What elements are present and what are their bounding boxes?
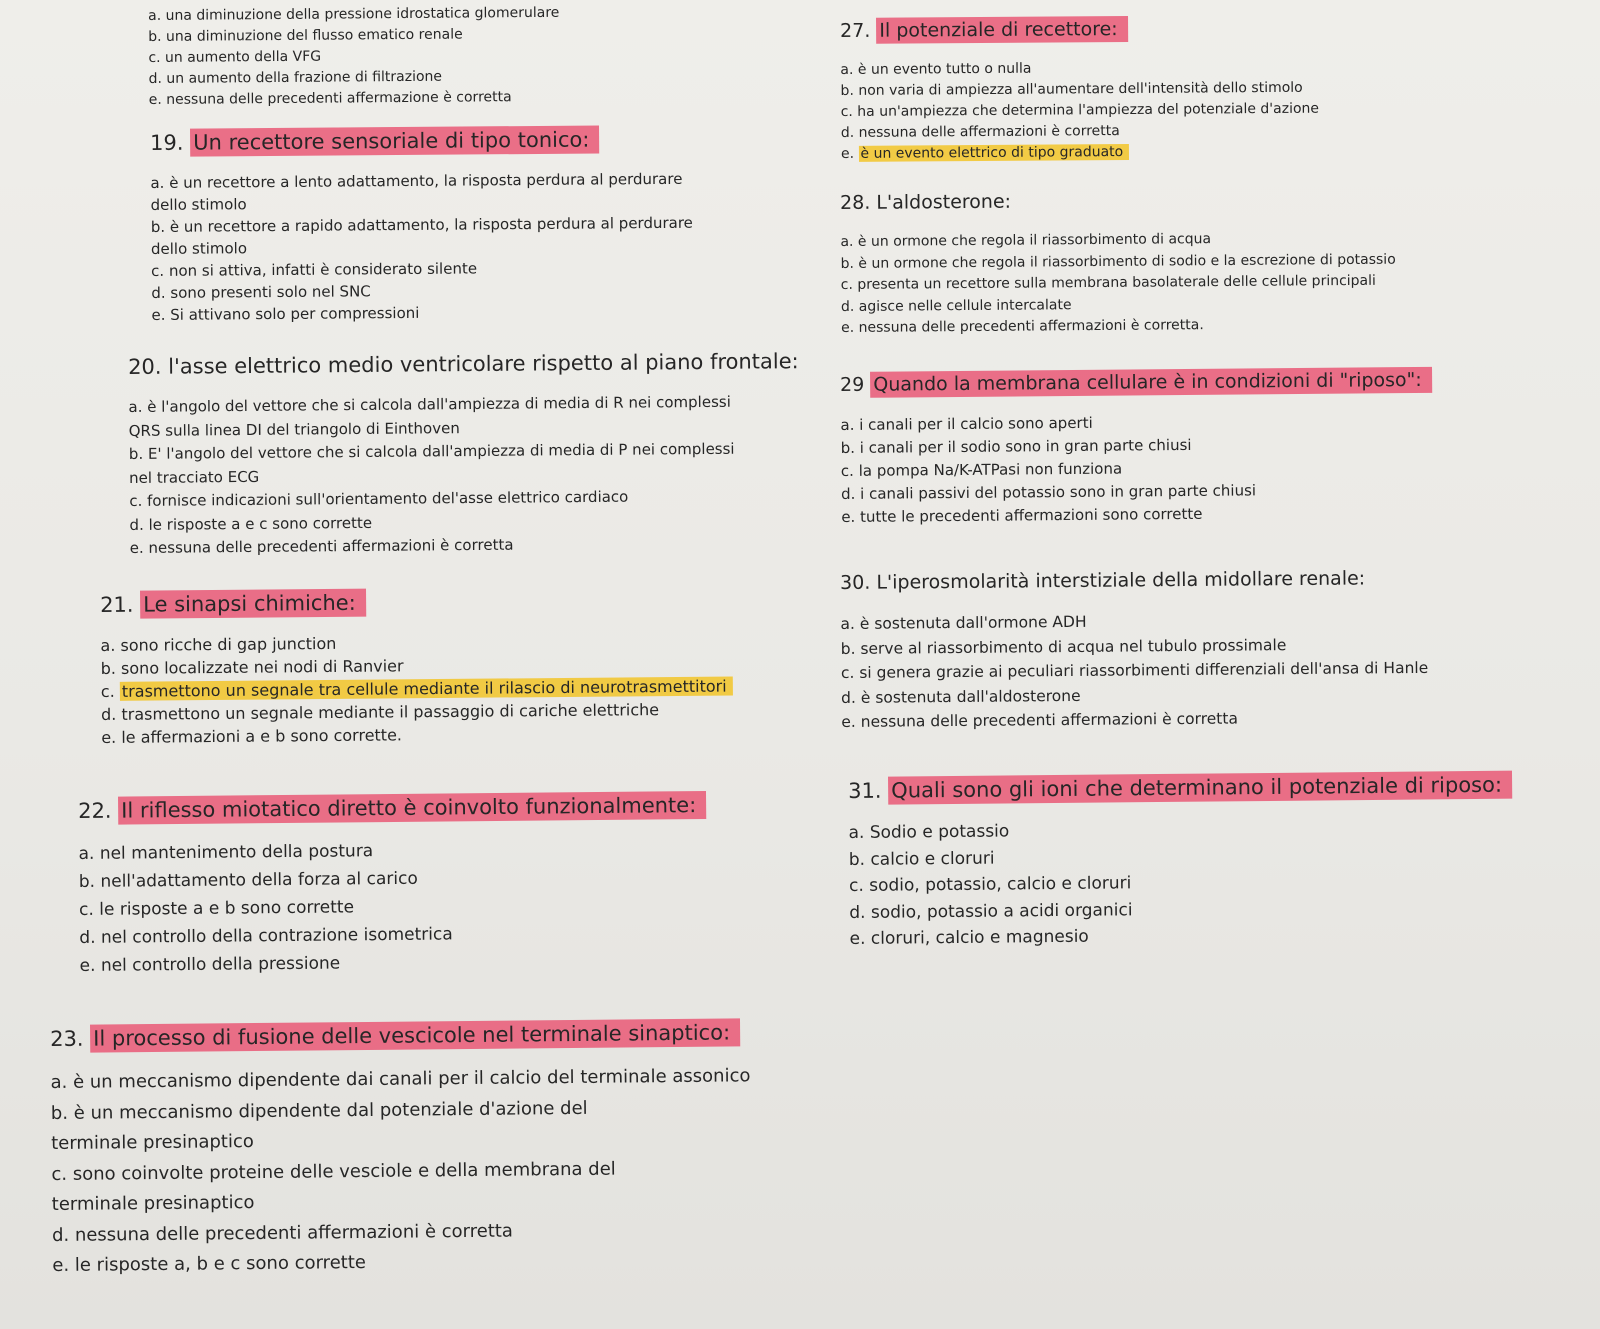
question-title bbox=[128, 346, 805, 382]
question-number: 20. bbox=[128, 354, 162, 379]
highlighted-answer: trasmettono un segnale tra cellule mediante il rilascio di neurotrasmettitori bbox=[120, 676, 733, 700]
highlighted-question-text: Un recettore sensoriale di tipo tonico: bbox=[190, 125, 599, 156]
option-c: c. le risposte a e b sono corrette bbox=[78, 897, 355, 920]
question-text: L'iperosmolarità interstiziale della midollare renale: bbox=[876, 567, 1366, 594]
option-a-cont: dello stimolo bbox=[150, 195, 247, 214]
option-a: a. una diminuzione della pressione idrostatica glomerulare bbox=[148, 4, 560, 24]
option-d: d. nessuna delle affermazioni è corretta bbox=[840, 123, 1120, 141]
option-e: e. nel controllo della pressione bbox=[79, 953, 341, 976]
option-a: a. è un meccanismo dipendente dai canali per il calcio del terminale assonico bbox=[50, 1065, 751, 1093]
option-d: d. trasmettono un segnale mediante il passaggio di cariche elettriche bbox=[101, 700, 660, 724]
question-23 bbox=[50, 1017, 752, 1281]
option-e: e. nessuna delle precedenti affermazioni è corretta bbox=[129, 535, 514, 557]
option-d: d. un aumento della frazione di filtrazione bbox=[148, 68, 443, 87]
option-a: a. è l'angolo del vettore che si calcola dall'ampiezza di media di R nei complessi bbox=[128, 392, 731, 416]
option-b: b. non varia di ampiezza all'aumentare dell'intensità dello stimolo bbox=[840, 79, 1303, 99]
option-e: e. nessuna delle precedenti affermazioni è corretta. bbox=[841, 317, 1204, 336]
option-b: b. sono localizzate nei nodi di Ranvier bbox=[100, 656, 404, 678]
option-a: a. sono ricche di gap junction bbox=[100, 633, 337, 655]
option-b: b. nell'adattamento della forza al carico bbox=[78, 868, 418, 892]
question-number: 29 bbox=[840, 373, 865, 396]
option-e: e. nessuna delle precedenti affermazioni è corretta bbox=[841, 709, 1239, 731]
question-title bbox=[840, 563, 1371, 598]
question-19 bbox=[150, 124, 694, 326]
question-title bbox=[100, 588, 372, 620]
option-c-cont: terminale presinaptico bbox=[51, 1192, 255, 1215]
option-b: b. E' l'angolo del vettore che si calcola dall'ampiezza di media di P nei complessi bbox=[128, 439, 735, 463]
option-e-prefix: e. bbox=[840, 145, 855, 162]
option-d: d. agisce nelle cellule intercalate bbox=[840, 296, 1072, 315]
question-title bbox=[840, 14, 1134, 46]
question-21 bbox=[100, 584, 733, 749]
option-e: e. cloruri, calcio e magnesio bbox=[849, 926, 1089, 949]
question-20 bbox=[128, 346, 806, 560]
option-c: c. non si attiva, infatti è considerato silente bbox=[151, 259, 478, 280]
option-c: c. ha un'ampiezza che determina l'ampiezza del potenziale d'azione bbox=[840, 100, 1320, 120]
option-a: a. i canali per il calcio sono aperti bbox=[840, 413, 1093, 434]
question-title bbox=[848, 770, 1518, 806]
question-number: 31. bbox=[848, 778, 882, 803]
option-b-cont: nel tracciato ECG bbox=[129, 467, 260, 487]
highlighted-question-text: Il processo di fusione delle vescicole nel terminale sinaptico: bbox=[90, 1018, 740, 1052]
question-title bbox=[840, 365, 1438, 400]
question-title bbox=[840, 187, 1017, 218]
option-b: b. è un ormone che regola il riassorbimento di sodio e la escrezione di potassio bbox=[840, 251, 1396, 272]
option-e: e. tutte le precedenti affermazioni sono corrette bbox=[841, 504, 1203, 526]
option-d: d. i canali passivi del potassio sono in gran parte chiusi bbox=[841, 481, 1257, 503]
question-title bbox=[150, 124, 606, 158]
option-a: a. Sodio e potassio bbox=[848, 821, 1010, 843]
option-d: d. nessuna delle precedenti affermazioni è corretta bbox=[51, 1220, 514, 1246]
option-e: e. le affermazioni a e b sono corrette. bbox=[101, 725, 403, 747]
question-number: 21. bbox=[100, 592, 134, 617]
question-30 bbox=[840, 563, 1429, 735]
option-b: b. è un meccanismo dipendente dal potenziale d'azione del bbox=[50, 1097, 588, 1124]
option-c: c. si genera grazie ai peculiari riassorbimenti differenziali dell'ansa di Hanle bbox=[840, 658, 1429, 682]
question-number: 22. bbox=[78, 798, 112, 823]
option-d: d. sono presenti solo nel SNC bbox=[151, 282, 371, 302]
option-b: b. calcio e cloruri bbox=[848, 848, 995, 870]
question-number: 23. bbox=[50, 1026, 84, 1051]
option-d: d. le risposte a e c sono corrette bbox=[129, 513, 373, 534]
highlighted-question-text: Il riflesso miotatico diretto è coinvolto funzionalmente: bbox=[118, 791, 706, 825]
question-number: 30. bbox=[840, 571, 871, 594]
question-text: L'aldosterone: bbox=[876, 190, 1012, 214]
option-d: d. nel controllo della contrazione isometrica bbox=[79, 924, 453, 948]
option-b-cont: terminale presinaptico bbox=[51, 1131, 254, 1154]
highlighted-question-text: Quando la membrana cellulare è in condizioni di "riposo": bbox=[870, 367, 1432, 398]
question-27 bbox=[840, 13, 1319, 165]
highlighted-answer: è un evento elettrico di tipo graduato bbox=[858, 144, 1129, 162]
question-number: 27. bbox=[840, 19, 871, 42]
highlighted-question-text: Il potenziale di recettore: bbox=[876, 16, 1127, 44]
question-text: l'asse elettrico medio ventricolare rispetto al piano frontale: bbox=[168, 349, 799, 379]
option-d: d. è sostenuta dall'aldosterone bbox=[841, 686, 1081, 707]
option-c-prefix: c. bbox=[100, 681, 115, 701]
option-b: b. i canali per il sodio sono in gran parte chiusi bbox=[840, 435, 1192, 457]
option-e: e. le risposte a, b e c sono corrette bbox=[52, 1251, 366, 1276]
option-a: a. nel mantenimento della postura bbox=[78, 841, 374, 864]
question-22 bbox=[78, 790, 714, 980]
option-a: a. è un ormone che regola il riassorbimento di acqua bbox=[840, 231, 1212, 250]
option-c: c. la pompa Na/K-ATPasi non funziona bbox=[840, 459, 1123, 480]
question-29 bbox=[840, 365, 1439, 529]
option-a: a. è un evento tutto o nulla bbox=[840, 60, 1032, 78]
option-c: c. presenta un recettore sulla membrana basolaterale delle cellule principali bbox=[840, 272, 1376, 293]
option-a: a. è un recettore a lento adattamento, la risposta perdura al perdurare bbox=[150, 169, 683, 192]
question-28 bbox=[840, 184, 1396, 340]
question-number: 28. bbox=[840, 191, 871, 214]
option-a-cont: QRS sulla linea DI del triangolo di Einthoven bbox=[128, 418, 460, 440]
question-number: 19. bbox=[150, 130, 184, 155]
option-c: c. sodio, potassio, calcio e cloruri bbox=[848, 873, 1132, 896]
option-b-cont: dello stimolo bbox=[150, 239, 248, 258]
highlighted-question-text: Quali sono gli ioni che determinano il potenziale di riposo: bbox=[888, 771, 1512, 805]
option-c: c. un aumento della VFG bbox=[148, 48, 322, 66]
option-e bbox=[841, 141, 1319, 165]
option-e: e. Si attivano solo per compressioni bbox=[151, 303, 420, 324]
option-c: c. sono coinvolte proteine delle vesciole e della membrana del bbox=[51, 1158, 616, 1185]
highlighted-question-text: Le sinapsi chimiche: bbox=[140, 589, 366, 619]
option-e: e. nessuna delle precedenti affermazione è corretta bbox=[148, 89, 512, 108]
option-d: d. sodio, potassio a acidi organici bbox=[849, 899, 1133, 923]
question-title bbox=[78, 790, 712, 826]
option-b: b. una diminuzione del flusso ematico renale bbox=[148, 26, 463, 45]
question-18-options bbox=[148, 3, 560, 111]
option-b: b. è un recettore a rapido adattamento, la risposta perdura al perdurare bbox=[150, 213, 693, 236]
option-b: b. serve al riassorbimento di acqua nel tubulo prossimale bbox=[840, 635, 1287, 658]
option-a: a. è sostenuta dall'ormone ADH bbox=[840, 612, 1087, 633]
question-31 bbox=[848, 770, 1520, 953]
option-c: c. fornisce indicazioni sull'orientamento del'asse elettrico cardiaco bbox=[129, 487, 629, 510]
